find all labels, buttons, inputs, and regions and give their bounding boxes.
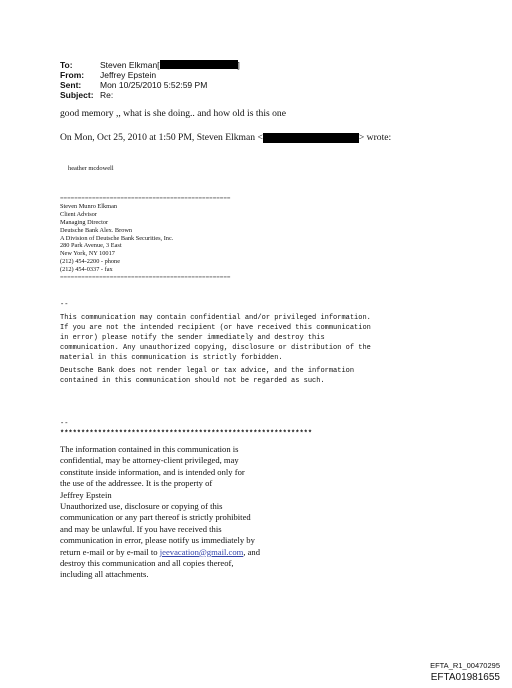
- disclaimer-line: communication. Any unauthorized copying, disclosure or distribution of the: [60, 344, 371, 352]
- notice-line: communication or any part thereof is strictly prohibited: [60, 512, 251, 523]
- quote-intro: On Mon, Oct 25, 2010 at 1:50 PM, Steven Elkman <: [60, 132, 263, 143]
- disclaimer-line: This communication may contain confidential and/or privileged information.: [60, 314, 371, 322]
- to-bracket-close: ]: [237, 60, 240, 70]
- reply-text: good memory ,, what is she doing.. and how old is this one: [60, 108, 286, 119]
- notice-line: Jeffrey Epstein: [60, 489, 112, 500]
- notice-line: constitute inside information, and is intended only for: [60, 466, 245, 477]
- signature-line: New York, NY 10017: [60, 250, 115, 258]
- bates-number-small: EFTA_R1_00470295: [430, 661, 500, 670]
- to-bracket-open: [: [157, 60, 160, 70]
- email-line-prefix: return e-mail or by e-mail to: [60, 546, 160, 557]
- from-row: [60, 70, 240, 80]
- tax-disclaimer-line: contained in this communication should not be regarded as such.: [60, 377, 325, 385]
- notice-line: The information contained in this communication is: [60, 444, 239, 454]
- email-link[interactable]: jeevacation@gmail.com: [159, 546, 244, 557]
- signature-divider-top: ================================================: [60, 195, 231, 202]
- email-line-suffix: , and: [243, 546, 261, 557]
- sent-row: [60, 80, 240, 90]
- disclaimer-block: [60, 313, 371, 363]
- to-label: To:: [60, 60, 73, 70]
- bates-number-large: EFTA01981655: [430, 672, 500, 683]
- notice-dash: --: [60, 420, 69, 428]
- sent-value: Mon 10/25/2010 5:52:59 PM: [100, 80, 208, 90]
- signature-line: 280 Park Avenue, 3 East: [60, 242, 122, 250]
- subject-row: [60, 90, 240, 100]
- tax-disclaimer-block: [60, 366, 354, 386]
- disclaimer-dash: --: [60, 301, 69, 309]
- signature-divider-bottom: ================================================: [60, 274, 231, 282]
- subject-label: Subject:: [60, 90, 94, 100]
- signature-line: (212) 454-0337 - fax: [60, 266, 113, 274]
- signature-line: A Division of Deutsche Bank Securities, Inc.: [60, 234, 174, 242]
- redaction-box: [263, 133, 359, 143]
- to-value: Steven Elkman: [100, 60, 158, 70]
- signature-line: Client Advisor: [60, 210, 97, 218]
- disclaimer-line: in error) please notify the sender immediately and destroy this: [60, 334, 325, 342]
- notice-stars: ************************************************************: [60, 430, 313, 438]
- notice-line: the use of the addressee. It is the property of: [60, 478, 213, 489]
- notice-email-line: [60, 547, 260, 558]
- signature-block: [60, 195, 230, 282]
- notice-line: and may be unlawful. If you have received this: [60, 523, 222, 534]
- tax-disclaimer-line: Deutsche Bank does not render legal or tax advice, and the information: [60, 367, 355, 375]
- subject-value: Re:: [100, 90, 114, 100]
- quote-intro-line: [60, 132, 391, 143]
- notice-line: destroy this communication and all copies thereof,: [60, 558, 234, 569]
- signature-line: Steven Munro Elkman: [60, 202, 118, 210]
- signature-line: (212) 454-2200 - phone: [60, 258, 120, 266]
- disclaimer-line: If you are not the intended recipient (or have received this communication: [60, 324, 371, 332]
- notice-line: Unauthorized use, disclosure or copying of this: [60, 501, 223, 512]
- from-label: From:: [60, 70, 85, 80]
- signature-line: Managing Director: [60, 218, 109, 226]
- notice-line: communication in error, please notify us immediately by: [60, 535, 255, 546]
- to-row: [60, 60, 240, 70]
- signature-line: Deutsche Bank Alex. Brown: [60, 226, 133, 234]
- notice-line: including all attachments.: [60, 569, 149, 580]
- redaction-box: [160, 60, 238, 69]
- confidentiality-notice: [60, 444, 260, 581]
- notice-line: confidential, may be attorney-client privileged, may: [60, 455, 239, 466]
- disclaimer-line: material in this communication is strictly forbidden.: [60, 354, 283, 362]
- sent-label: Sent:: [60, 80, 82, 90]
- quote-suffix: > wrote:: [358, 132, 392, 143]
- email-header: [60, 60, 240, 100]
- quoted-text: heather mcdowell: [68, 165, 114, 172]
- from-value: Jeffrey Epstein: [100, 70, 157, 80]
